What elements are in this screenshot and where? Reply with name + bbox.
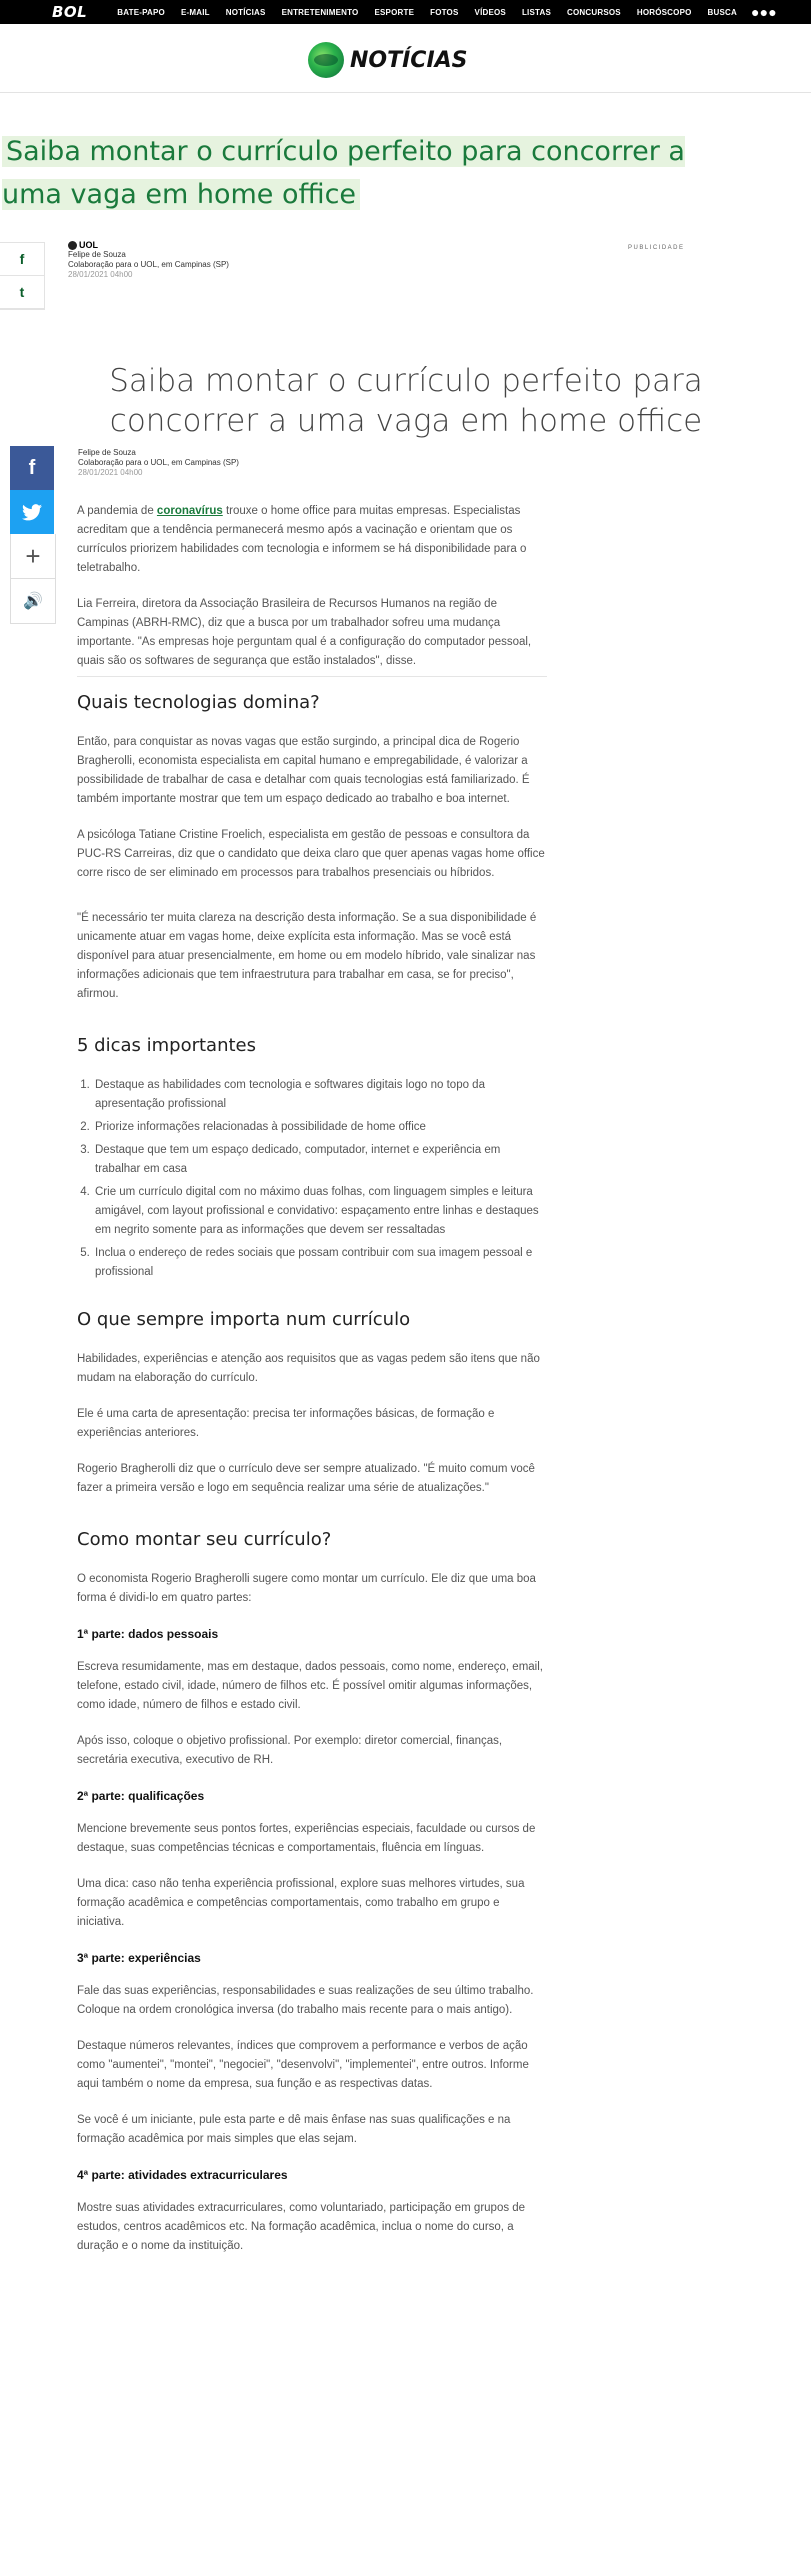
nav-concursos[interactable]: CONCURSOS (567, 7, 621, 17)
twitter-bird-icon (22, 504, 42, 521)
text: trouxe o home office para muitas empresas. Especialistas acreditam que a tendência permanecerá mesmo após a vacinação e orientam que os currículos priorizem habilidades com tecnologia e informem se há disponibilidade para o teletrabalho. (77, 505, 527, 574)
uol-badge (68, 240, 229, 250)
part-heading: 4ª parte: atividades extracurriculares (77, 2168, 288, 2182)
tips-list (77, 1076, 547, 1282)
author-role: Colaboração para o UOL, em Campinas (SP) (68, 260, 229, 269)
subheading: Quais tecnologias domina? (77, 692, 320, 713)
paragraph (77, 502, 547, 578)
byline-date: 28/01/2021 04h00 (78, 468, 143, 477)
paragraph: Uma dica: caso não tenha experiência profissional, explore suas melhores virtudes, sua formação acadêmica e competências comportamentais, como trabalho em grupo e iniciativa. (77, 1878, 525, 1928)
audio-speaker-icon[interactable]: 🔊 (10, 578, 56, 624)
outlet-name: UOL (79, 240, 98, 250)
paragraph: O economista Rogerio Bragherolli sugere como montar um currículo. Ele diz que uma boa forma é dividi-lo em quatro partes: (77, 1573, 536, 1604)
nav-noticias[interactable]: NOTÍCIAS (225, 7, 266, 17)
subheading: 5 dicas importantes (77, 1035, 257, 1056)
text: A pandemia de (77, 505, 157, 517)
paragraph: Fale das suas experiências, responsabilidades e suas realizações de seu último trabalho. Coloque na ordem cronológica inversa (do trabalho mais recente para o mais antigo). (77, 1985, 534, 2016)
byline-author: Felipe de Souza (78, 448, 136, 457)
paragraph: A psicóloga Tatiane Cristine Froelich, especialista em gestão de pessoas e consultora da PUC-RS Carreiras, diz que o candidato que deixa claro que quer apenas vagas home office corre risco de ser eliminado em processos para trabalhos presenciais ou híbridos. (77, 829, 545, 879)
byline-role: Colaboração para o UOL, em Campinas (SP) (78, 458, 239, 467)
part-heading: 1ª parte: dados pessoais (77, 1627, 219, 1641)
uol-logo-icon (68, 241, 77, 250)
nav-entretenimento[interactable]: ENTRETENIMENTO (281, 7, 359, 17)
author-name: Felipe de Souza (68, 250, 126, 259)
paragraph: Mostre suas atividades extracurriculares, como voluntariado, participação em grupos de estudos, centros acadêmicos etc. Na formação acadêmica, inclua o nome do curso, a duração e o nome da instituição. (77, 2202, 526, 2252)
article-byline (78, 448, 239, 478)
divider (77, 676, 547, 677)
paragraph: Ele é uma carta de apresentação: precisa ter informações básicas, de formação e experiências anteriores. (77, 1408, 495, 1439)
section-name: NOTÍCIAS (350, 47, 468, 73)
paragraph: Escreva resumidamente, mas em destaque, dados pessoais, como nome, endereço, email, telefone, estado civil, idade, número de filhos etc. É possível omitir algumas informações, como idade, número de filhos e estado civil. (77, 1661, 543, 1711)
paragraph: Após isso, coloque o objetivo profissional. Por exemplo: diretor comercial, finanças, secretária executiva, executivo de RH. (77, 1735, 503, 1766)
paragraph: Se você é um iniciante, pule esta parte e dê mais ênfase nas suas qualificações e na formação acadêmica por mais simples que elas sejam. (77, 2114, 511, 2145)
facebook-icon[interactable]: f (0, 243, 44, 276)
twitter-share-button[interactable] (10, 490, 54, 534)
list-item: 1. Destaque as habilidades com tecnologia e softwares digitais logo no topo da apresentação profissional (93, 1076, 547, 1114)
nav-esporte[interactable]: ESPORTE (374, 7, 415, 17)
top-author-block (68, 240, 229, 280)
subheading: Como montar seu currículo? (77, 1529, 332, 1550)
paragraph: Então, para conquistar as novas vagas que estão surgindo, a principal dica de Rogerio Bragherolli, economista especialista em capital humano e empregabilidade, é valorizar a possibilidade de trabalhar de casa e detalhar com quais tecnologias está familiarizado. É também importante mostrar que tem um espaço dedicado ao trabalho e boa internet. (77, 736, 530, 805)
twitter-icon[interactable]: t (0, 276, 44, 309)
list-item: 3. Destaque que tem um espaço dedicado, computador, internet e experiência em trabalhar em casa (93, 1141, 547, 1179)
paragraph: Mencione brevemente seus pontos fortes, experiências especiais, faculdade ou cursos de destaque, suas competências técnicas e comportamentais, fluência em línguas. (77, 1823, 536, 1854)
list-item: 5. Inclua o endereço de redes sociais que possam contribuir com sua imagem pessoal e profissional (93, 1244, 547, 1282)
list-item: 2. Priorize informações relacionadas à possibilidade de home office (93, 1118, 547, 1137)
nav-email[interactable]: E-MAIL (180, 7, 210, 17)
section-header (0, 24, 811, 93)
list-item: 4. Crie um currículo digital com no máximo duas folhas, com linguagem simples e leitura amigável, com layout profissional e convidativo: espaçamento entre linhas e destaques em negrito somente para as informações que devem ser ressaltadas (93, 1183, 547, 1240)
headline-banner (2, 130, 744, 216)
part-heading: 2ª parte: qualificações (77, 1789, 205, 1803)
more-share-button[interactable]: + (10, 534, 56, 578)
ad-label: PUBLICIDADE (628, 245, 685, 251)
top-navbar (0, 0, 811, 24)
nav-fotos[interactable]: FOTOS (430, 7, 459, 17)
noticias-logo[interactable] (308, 42, 468, 78)
globe-logo-icon (308, 42, 344, 78)
headline-text: Saiba montar o currículo perfeito para concorrer a uma vaga em home office (2, 136, 685, 210)
paragraph: "É necessário ter muita clareza na descrição desta informação. Se a sua disponibilidade é unicamente atuar em vagas home, deixe explícita esta informação. Mas se você está disponível para atuar presencialmente, em home ou em modelo híbrido, vale sinalizar nas informações adicionais que tem infraestrutura para trabalhar em casa, se for preciso", afirmou. (77, 912, 537, 1000)
nav-listas[interactable]: LISTAS (521, 7, 552, 17)
bol-logo[interactable]: BOL (52, 3, 88, 21)
paragraph: Habilidades, experiências e atenção aos requisitos que as vagas pedem são itens que não mudam na elaboração do currículo. (77, 1353, 540, 1384)
paragraph: Lia Ferreira, diretora da Associação Brasileira de Recursos Humanos na região de Campinas (ABRH-RMC), diz que a busca por um trabalhador sofreu uma mudança importante. "As empresas hoje perguntam qual é a configuração do computador pessoal, quais são os softwares de segurança que estão instalados", disse. (77, 598, 532, 667)
article-body (77, 502, 547, 2273)
paragraph: Destaque números relevantes, índices que comprovem a performance e verbos de ação como "aumentei", "montei", "negociei", "desenvolvi", "implementei", entre outros. Informe aqui também o nome da empresa, sua função e as respectivas datas. (77, 2040, 529, 2090)
publish-date: 28/01/2021 04h00 (68, 270, 133, 279)
subheading: O que sempre importa num currículo (77, 1309, 411, 1330)
article-title: Saiba montar o currículo perfeito para concorrer a uma vaga em home office (109, 362, 703, 439)
more-menu-icon[interactable]: ●●● (751, 3, 777, 20)
share-sidebar (10, 446, 54, 624)
small-share-bar (0, 242, 45, 310)
nav-busca[interactable]: BUSCA (707, 7, 737, 17)
coronavirus-link[interactable]: coronavírus (156, 505, 223, 517)
nav-videos[interactable]: VÍDEOS (474, 7, 506, 17)
facebook-share-button[interactable]: f (10, 446, 54, 490)
part-heading: 3ª parte: experiências (77, 1951, 201, 1965)
main-nav (109, 3, 785, 20)
paragraph: Rogerio Bragherolli diz que o currículo deve ser sempre atualizado. "É muito comum você fazer a primeira versão e logo em sequência realizar uma série de atualizações." (77, 1463, 535, 1494)
nav-bate-papo[interactable]: BATE-PAPO (117, 7, 165, 17)
nav-horoscopo[interactable]: HORÓSCOPO (636, 7, 692, 17)
